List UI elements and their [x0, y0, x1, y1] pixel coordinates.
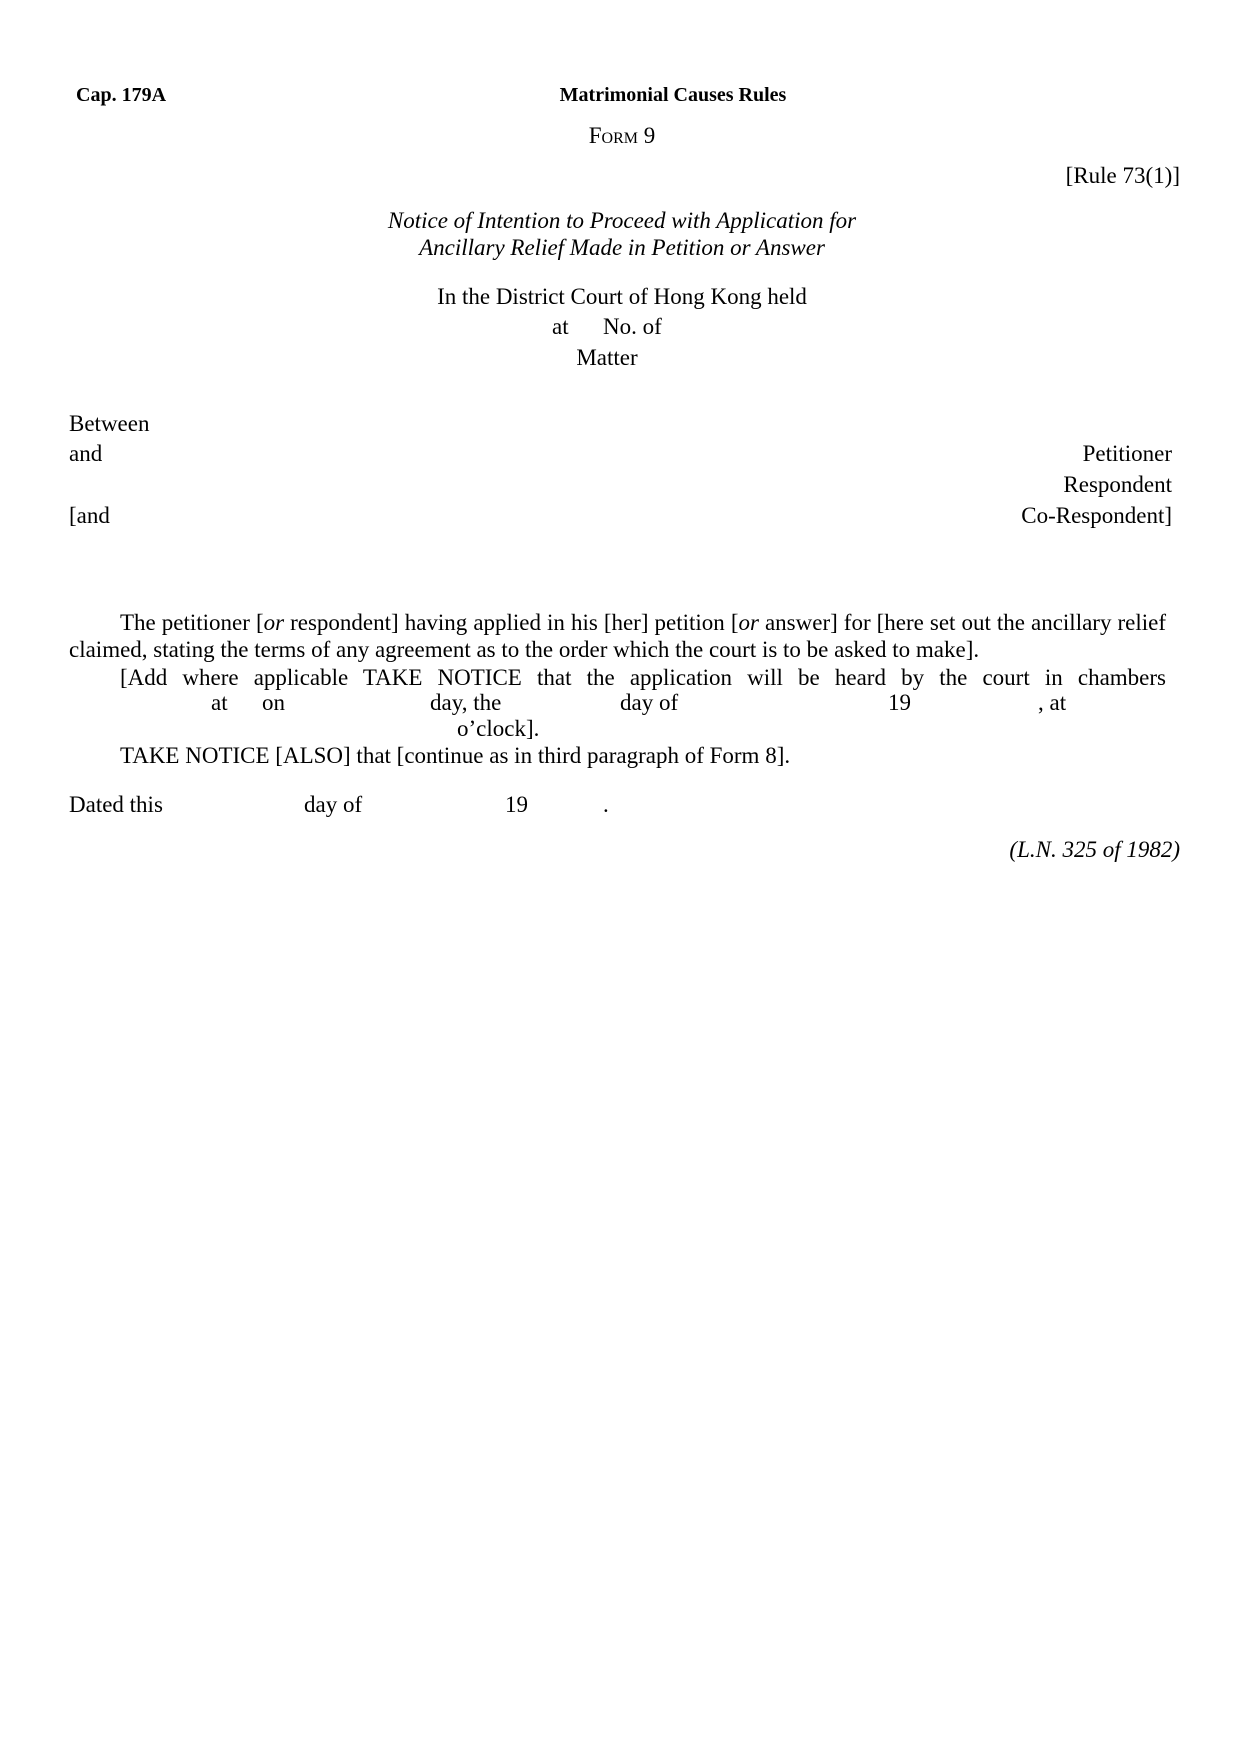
court-at: at: [552, 314, 569, 339]
dated-label: Dated this: [69, 792, 163, 817]
form-heading-line2: Ancillary Relief Made in Petition or Answer: [419, 235, 825, 260]
body-p2-year: 19: [888, 690, 911, 715]
party-co-respondent: Co-Respondent]: [1021, 503, 1172, 528]
body-p2-day-of: day of: [620, 690, 679, 715]
body-p2-comma-at: , at: [1038, 690, 1067, 715]
court-matter: Matter: [576, 345, 638, 370]
parties-and: and: [69, 441, 103, 466]
dated-day-of: day of: [304, 792, 363, 817]
parties-between: Between: [69, 411, 150, 436]
party-petitioner: Petitioner: [1082, 441, 1172, 466]
legal-notice-citation: (L.N. 325 of 1982): [1009, 837, 1180, 862]
court-line: In the District Court of Hong Kong held: [437, 284, 807, 309]
body-paragraph-1-line2: claimed, stating the terms of any agreement as to the order which the court is to be asked to make].: [69, 637, 980, 662]
body-paragraph-2-line1: [Add where applicable TAKE NOTICE that the application will be heard by the court in chambers: [120, 665, 1166, 690]
form-number: Form 9: [588, 123, 656, 148]
body-paragraph-3: TAKE NOTICE [ALSO] that [continue as in third paragraph of Form 8].: [120, 743, 791, 768]
chapter-number: Cap. 179A: [76, 84, 167, 106]
form-heading-line1: Notice of Intention to Proceed with Application for: [387, 208, 857, 233]
body-p2-oclock: o’clock].: [457, 716, 540, 741]
page-title: Matrimonial Causes Rules: [559, 84, 787, 106]
body-p2-at: at: [211, 690, 228, 715]
court-number-of: No. of: [603, 314, 662, 339]
rule-reference: [Rule 73(1)]: [1065, 163, 1180, 188]
parties-and-bracket: [and: [69, 503, 110, 528]
body-p2-on: on: [262, 690, 285, 715]
body-p2-day-the: day, the: [430, 690, 502, 715]
dated-year: 19: [505, 792, 528, 817]
body-paragraph-1-line1: The petitioner [or respondent] having applied in his [her] petition [or answer] for [here set out the ancillary relief: [120, 610, 1166, 635]
dated-period: .: [603, 792, 609, 817]
party-respondent: Respondent: [1063, 472, 1172, 497]
